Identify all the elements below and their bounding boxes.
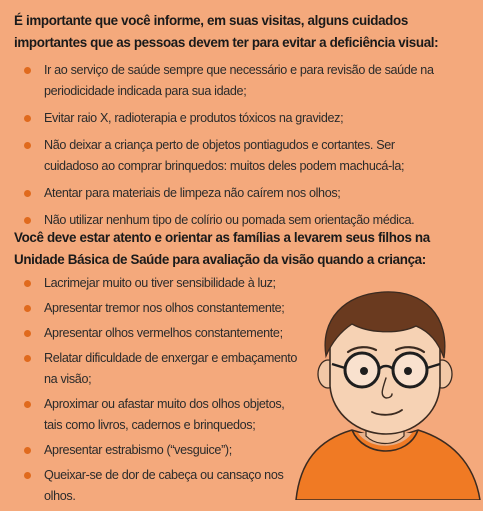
list-item-text: Relatar dificuldade de enxergar e embaçamento na visão; bbox=[44, 351, 298, 386]
list-item bbox=[0, 465, 300, 507]
intro-heading: É importante que você informe, em suas visitas, alguns cuidados importantes que as pessoas devem ter para evitar a deficiência visual: bbox=[14, 13, 439, 50]
bullet-icon bbox=[24, 330, 31, 337]
list-item bbox=[0, 135, 445, 177]
bullet-icon bbox=[24, 305, 31, 312]
bullet-icon bbox=[24, 280, 31, 287]
list-item bbox=[0, 273, 300, 294]
list-item-text: Não utilizar nenhum tipo de colírio ou pomada sem orientação médica. bbox=[44, 213, 415, 227]
list-item bbox=[0, 323, 300, 344]
list-item-text: Ir ao serviço de saúde sempre que necessário e para revisão de saúde na periodicidade indicada para sua idade; bbox=[44, 63, 434, 98]
list-item-text: Lacrimejar muito ou tiver sensibilidade à luz; bbox=[44, 276, 276, 290]
man-with-glasses-illustration bbox=[290, 290, 483, 500]
bullet-icon bbox=[24, 217, 31, 224]
list-item bbox=[0, 183, 445, 204]
list-item-text: Evitar raio X, radioterapia e produtos tóxicos na gravidez; bbox=[44, 111, 344, 125]
bullet-icon bbox=[24, 472, 31, 479]
list-item bbox=[0, 348, 300, 390]
list-item bbox=[0, 108, 445, 129]
list-item-text: Atentar para materiais de limpeza não caírem nos olhos; bbox=[44, 186, 341, 200]
prevention-list bbox=[0, 60, 445, 237]
attention-heading: Você deve estar atento e orientar as famílias a levarem seus filhos na Unidade Básica de Saúde para avaliação da visão quando a criança: bbox=[14, 230, 430, 267]
list-item-text: Apresentar olhos vermelhos constantemente; bbox=[44, 326, 283, 340]
bullet-icon bbox=[24, 67, 31, 74]
list-item bbox=[0, 394, 300, 436]
bullet-icon bbox=[24, 401, 31, 408]
bullet-icon bbox=[24, 190, 31, 197]
list-item-text: Apresentar tremor nos olhos constantemente; bbox=[44, 301, 285, 315]
list-item-text: Aproximar ou afastar muito dos olhos objetos, tais como livros, cadernos e brinquedos; bbox=[44, 397, 285, 432]
list-item bbox=[0, 298, 300, 319]
bullet-icon bbox=[24, 355, 31, 362]
list-item-text: Não deixar a criança perto de objetos pontiagudos e cortantes. Ser cuidadoso ao comprar brinquedos: muitos deles podem machucá-la; bbox=[44, 138, 405, 173]
warning-signs-list bbox=[0, 273, 300, 511]
bullet-icon bbox=[24, 142, 31, 149]
list-item-text: Queixar-se de dor de cabeça ou cansaço nos olhos. bbox=[44, 468, 284, 503]
list-item bbox=[0, 440, 300, 461]
bullet-icon bbox=[24, 447, 31, 454]
list-item bbox=[0, 60, 445, 102]
list-item-text: Apresentar estrabismo (“vesguice”); bbox=[44, 443, 232, 457]
bullet-icon bbox=[24, 115, 31, 122]
